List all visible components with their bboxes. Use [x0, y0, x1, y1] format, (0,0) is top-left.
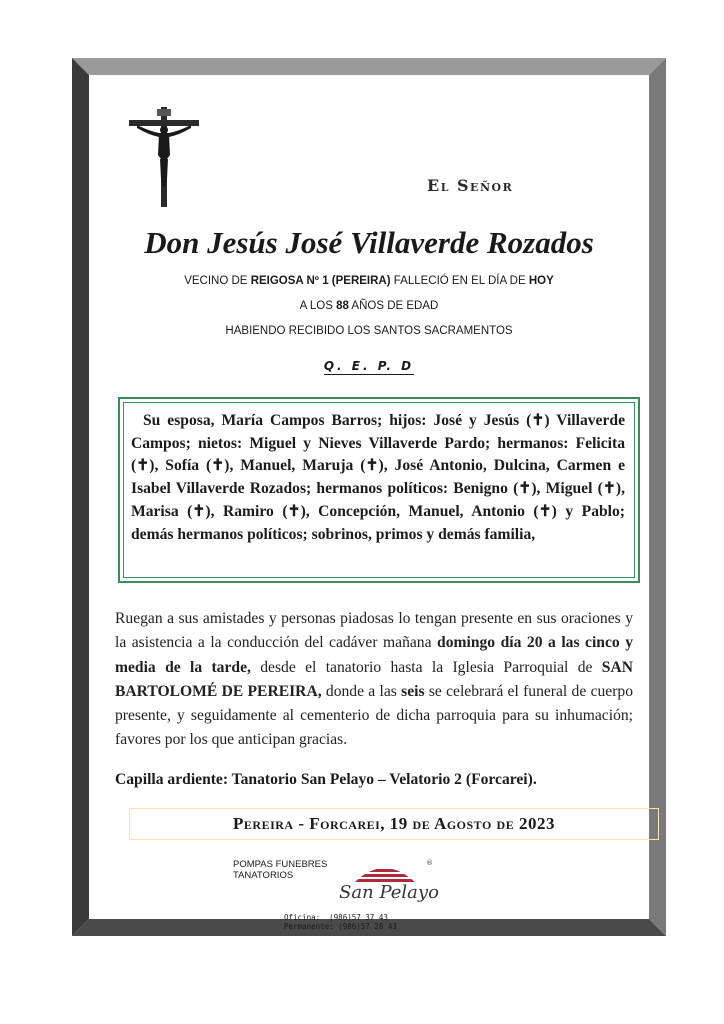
- phone-oficina: Oficina: (986)57 37 43: [284, 913, 388, 922]
- logo-wordmark: San Pelayo: [339, 882, 439, 903]
- crucifix-icon: [129, 107, 199, 207]
- family-text: Su esposa, María Campos Barros; hijos: José y Jesús (✝) Villaverde Campos; nietos: Miguel y Nieves Villaverde Pardo; hermanos: Felicita (✝), Sofía (✝), Manuel, Maruja (✝), José Antonio, Dulcina, Carmen e Isabel Villaverde Rozados; hermanos políticos: Benigno (✝), Miguel (✝), Marisa (✝), Ramiro (✝), Concepción, Manuel, Antonio (✝) y Pablo; demás hermanos políticos; sobrinos, primos y demás familia,: [131, 412, 625, 543]
- obituary-sheet: [89, 75, 649, 931]
- capilla-ardiente: Capilla ardiente: Tanatorio San Pelayo – Velatorio 2 (Forcarei).: [115, 771, 537, 788]
- honorific-title: El Señor: [427, 176, 514, 195]
- info-line-sacraments: HABIENDO RECIBIDO LOS SANTOS SACRAMENTOS: [225, 325, 513, 337]
- phone-permanente: Permanente: (986)57 28 43: [284, 922, 397, 931]
- funeral-home-label: [233, 859, 327, 881]
- place-date: Pereira - Forcarei, 19 de Agosto de 2023: [233, 814, 555, 833]
- obituary-frame: [72, 58, 666, 936]
- family-box: [118, 397, 640, 583]
- info-line-residence: VECINO DE REIGOSA Nº 1 (PEREIRA) FALLECIÓ EN EL DÍA DE HOY: [184, 275, 554, 287]
- pompas-line-1: POMPAS FUNEBRES: [233, 859, 328, 870]
- deceased-name: Don Jesús José Villaverde Rozados: [144, 225, 594, 260]
- pompas-line-2: TANATORIOS: [233, 870, 294, 881]
- funeral-details: Ruegan a sus amistades y personas piadosas lo tengan presente en sus oraciones y la asistencia a la conducción del cadáver mañana domingo día 20 a las cinco y media de la tarde, desde el tanatorio hasta la Iglesia Parroquial de SAN BARTOLOMÉ DE PEREIRA, donde a las seis se celebrará el funeral de cuerpo presente, y seguidamente al cementerio de dicha parroquia para su inhumación; favores por los que anticipan gracias.: [115, 610, 633, 749]
- info-line-age: A LOS 88 AÑOS DE EDAD: [299, 300, 439, 312]
- phone-numbers: [284, 913, 397, 931]
- date-box: [129, 808, 659, 840]
- qepd-mark: Q. E. P. D: [323, 359, 415, 373]
- registered-mark: ®: [426, 859, 433, 867]
